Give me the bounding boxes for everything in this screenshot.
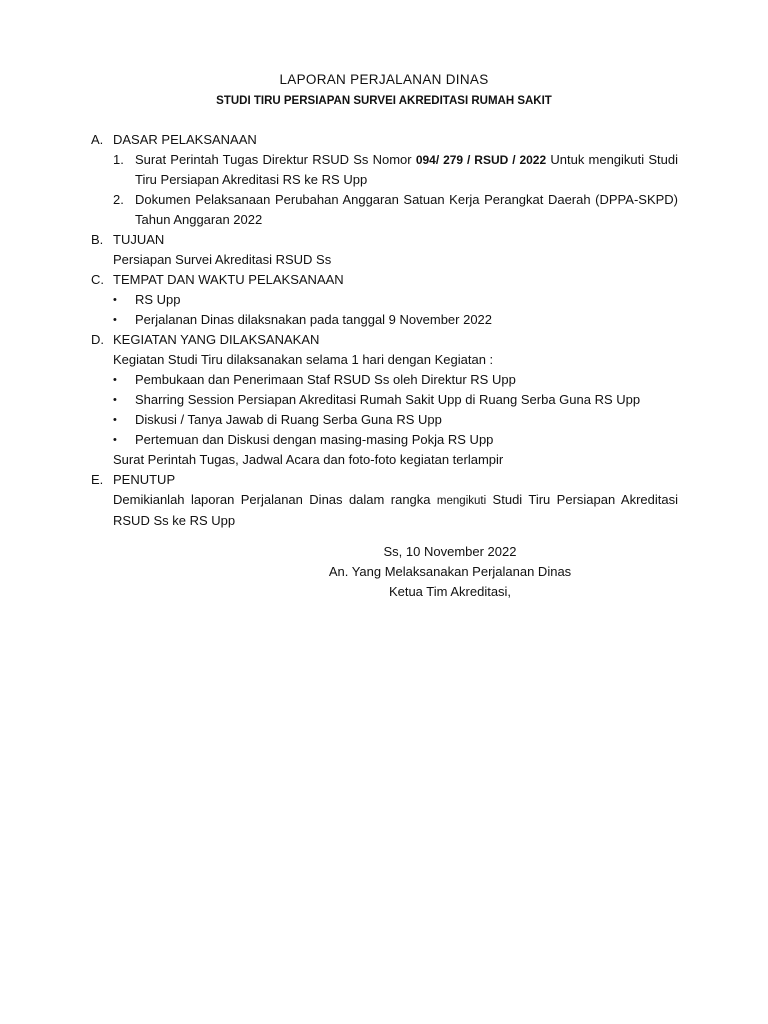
bullet-item — [113, 430, 678, 450]
item-text — [135, 150, 678, 190]
section-heading: TEMPAT DAN WAKTU PELAKSANAAN — [113, 272, 344, 287]
place-date: Ss, 10 November 2022 — [383, 544, 517, 559]
document-body — [91, 130, 678, 531]
section-letter: D. — [91, 332, 104, 347]
item-text-part: Surat Perintah Tugas Direktur RSUD Ss Nomor — [135, 152, 416, 167]
bullet-item — [113, 410, 678, 430]
item-text: Dokumen Pelaksanaan Perubahan Anggaran Satuan Kerja Perangkat Daerah (DPPA-SKPD) Tahun Anggaran 2022 — [135, 192, 678, 227]
section-text — [113, 490, 678, 531]
signatory-line-2: Ketua Tim Akreditasi, — [388, 584, 512, 599]
closing-text-part: mengikuti — [436, 495, 487, 507]
signatory-line-1: An. Yang Melaksanakan Perjalanan Dinas — [328, 564, 572, 579]
section-d-heading — [91, 330, 678, 350]
bullet-text: Perjalanan Dinas dilaksnakan pada tanggal 9 November 2022 — [135, 312, 493, 327]
section-c-heading — [91, 270, 678, 290]
section-e-heading — [91, 470, 678, 490]
bullet-item — [113, 310, 678, 330]
section-note: Surat Perintah Tugas, Jadwal Acara dan foto-foto kegiatan terlampir — [113, 452, 504, 467]
bullet-icon: • — [113, 374, 117, 386]
item-number: 1. — [113, 152, 124, 167]
section-heading: KEGIATAN YANG DILAKSANAKAN — [113, 332, 320, 347]
section-letter: E. — [91, 472, 104, 487]
bullet-text: Sharring Session Persiapan Akreditasi Rumah Sakit Upp di Ruang Serba Guna RS Upp — [135, 392, 641, 407]
bullet-text: Diskusi / Tanya Jawab di Ruang Serba Guna RS Upp — [135, 412, 442, 427]
document-title: LAPORAN PERJALANAN DINAS — [279, 72, 489, 87]
item-text-part: Untuk mengikuti Studi Tiru Persiapan Akreditasi RS ke RS Upp — [135, 152, 678, 187]
item-number: 2. — [113, 192, 124, 207]
section-letter: A. — [91, 132, 104, 147]
bullet-icon: • — [113, 394, 117, 406]
bullet-icon: • — [113, 434, 117, 446]
section-heading: DASAR PELAKSANAAN — [113, 132, 257, 147]
bullet-item — [113, 370, 678, 390]
section-heading: TUJUAN — [113, 232, 165, 247]
section-letter: C. — [91, 272, 104, 287]
section-letter: B. — [91, 232, 104, 247]
bullet-icon: • — [113, 294, 117, 306]
bullet-icon: • — [113, 414, 117, 426]
section-text: Persiapan Survei Akreditasi RSUD Ss — [113, 252, 332, 267]
bullet-item — [113, 290, 678, 310]
bullet-item — [113, 390, 678, 410]
section-intro: Kegiatan Studi Tiru dilaksanakan selama 1 hari dengan Kegiatan : — [113, 352, 494, 367]
signature-block — [300, 542, 600, 602]
bullet-text: Pertemuan dan Diskusi dengan masing-masing Pokja RS Upp — [135, 432, 494, 447]
bullet-icon: • — [113, 314, 117, 326]
closing-text-part: Studi Tiru Persiapan Akreditasi RSUD Ss ke RS Upp — [113, 492, 678, 528]
list-item — [113, 150, 678, 190]
list-item — [113, 190, 678, 230]
bullet-text: Pembukaan dan Penerimaan Staf RSUD Ss oleh Direktur RS Upp — [135, 372, 516, 387]
section-heading: PENUTUP — [113, 472, 176, 487]
letter-number: 094/ 279 / RSUD / 2022 — [415, 153, 547, 167]
section-a-heading — [91, 130, 678, 150]
bullet-text: RS Upp — [135, 292, 181, 307]
closing-text-part: Demikianlah laporan Perjalanan Dinas dalam rangka — [113, 492, 437, 507]
section-b-heading — [91, 230, 678, 250]
document-subtitle: STUDI TIRU PERSIAPAN SURVEI AKREDITASI RUMAH SAKIT — [216, 95, 552, 107]
